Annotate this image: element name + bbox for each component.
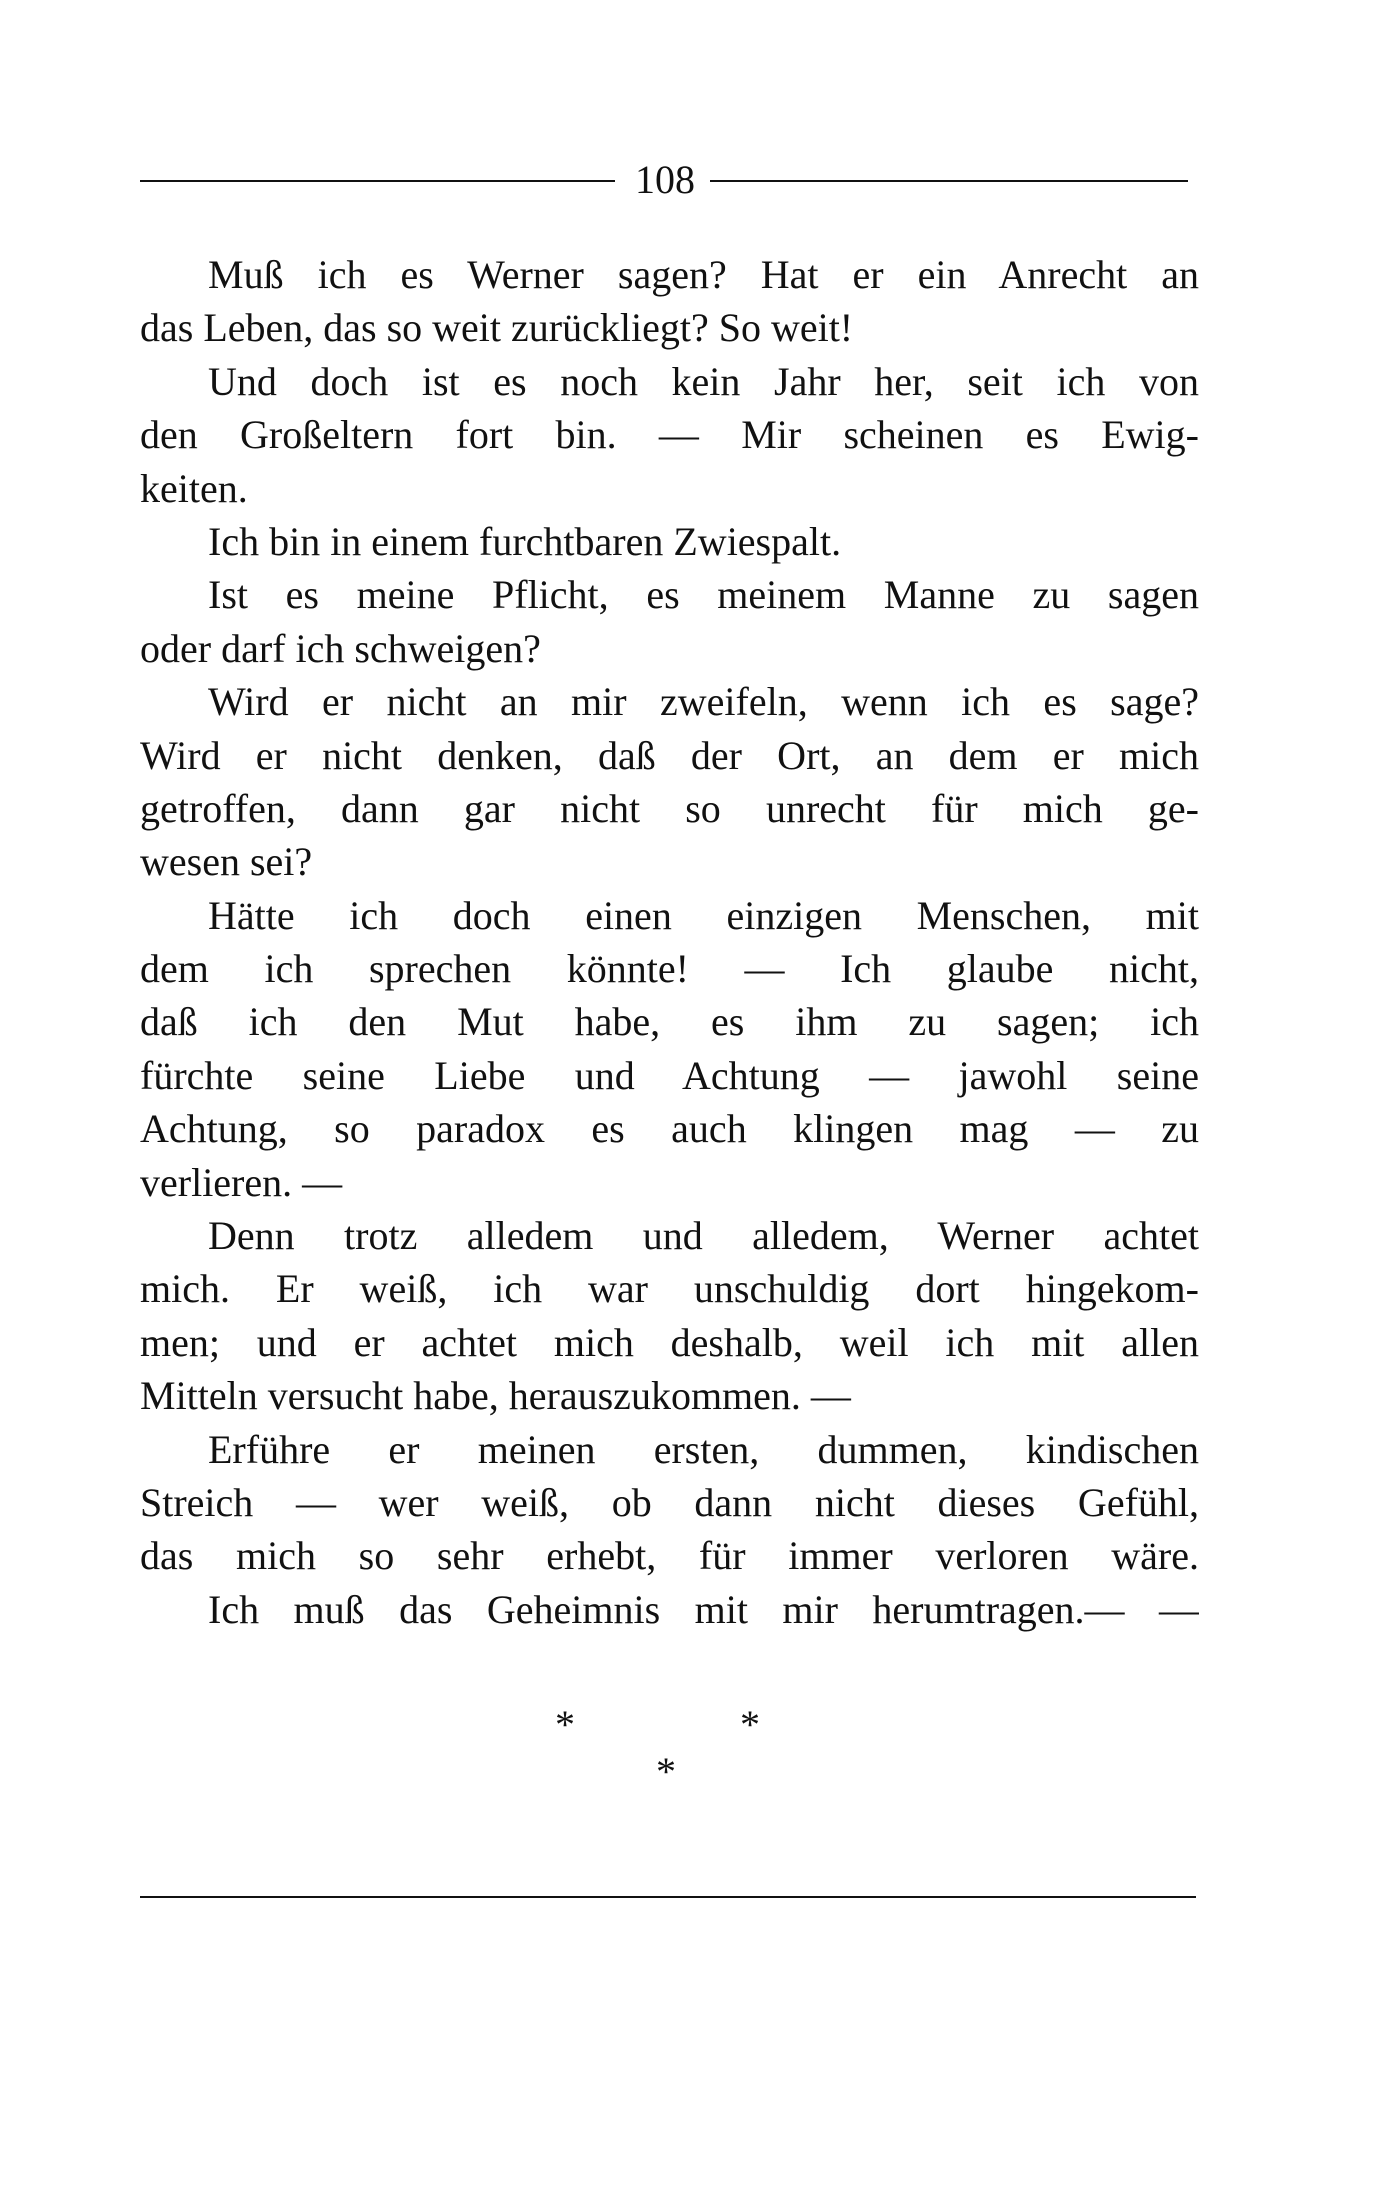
text-line: das mich so sehr erhebt, für immer verloren wäre. [140, 1533, 1199, 1579]
text-line: dem ich sprechen könnte! — Ich glaube nicht, [140, 946, 1199, 992]
text-line: Ich muß das Geheimnis mit mir herumtragen.— — [208, 1586, 1199, 1632]
text-line: Achtung, so paradox es auch klingen mag — zu [140, 1106, 1199, 1152]
text-line: das Leben, das so weit zurückliegt? So weit! [140, 305, 854, 351]
footer-rule [140, 1896, 1196, 1898]
section-break-asterisk: * [740, 1702, 760, 1747]
text-line: Ich bin in einem furchtbaren Zwiespalt. [208, 518, 842, 564]
text-line: keiten. [140, 465, 248, 511]
text-line: Streich — wer weiß, ob dann nicht dieses Gefühl, [140, 1479, 1199, 1525]
text-line: Ist es meine Pflicht, es meinem Manne zu sagen [208, 572, 1199, 618]
text-line: Erführe er meinen ersten, dummen, kindischen [208, 1426, 1199, 1472]
text-line: getroffen, dann gar nicht so unrecht für mich ge- [140, 785, 1199, 831]
header-rule-left [140, 180, 615, 182]
section-break-asterisk: * [656, 1749, 676, 1794]
text-line: daß ich den Mut habe, es ihm zu sagen; ich [140, 999, 1199, 1045]
text-line: Muß ich es Werner sagen? Hat er ein Anrecht an [208, 252, 1199, 297]
text-line: Wird er nicht denken, daß der Ort, an dem er mich [140, 732, 1199, 778]
page-number: 108 [635, 157, 695, 202]
text-line: Wird er nicht an mir zweifeln, wenn ich es sage? [208, 679, 1199, 725]
text-line: verlieren. — [140, 1159, 343, 1205]
text-line: den Großeltern fort bin. — Mir scheinen es Ewig- [140, 412, 1199, 458]
text-line: oder darf ich schweigen? [140, 625, 541, 671]
page-header [140, 158, 1200, 202]
text-line: men; und er achtet mich deshalb, weil ich mit allen [140, 1319, 1199, 1365]
body-text [140, 248, 1199, 1636]
text-line: mich. Er weiß, ich war unschuldig dort hingekom- [140, 1266, 1199, 1312]
text-line: Und doch ist es noch kein Jahr her, seit ich von [208, 358, 1199, 404]
section-break-asterisk: * [555, 1702, 575, 1747]
text-line: Denn trotz alledem und alledem, Werner achtet [208, 1213, 1199, 1259]
text-line: fürchte seine Liebe und Achtung — jawohl seine [140, 1052, 1199, 1098]
header-rule-right [710, 180, 1188, 182]
text-line: Hätte ich doch einen einzigen Menschen, mit [208, 892, 1199, 938]
text-line: Mitteln versucht habe, herauszukommen. — [140, 1373, 851, 1419]
text-line: wesen sei? [140, 839, 313, 885]
